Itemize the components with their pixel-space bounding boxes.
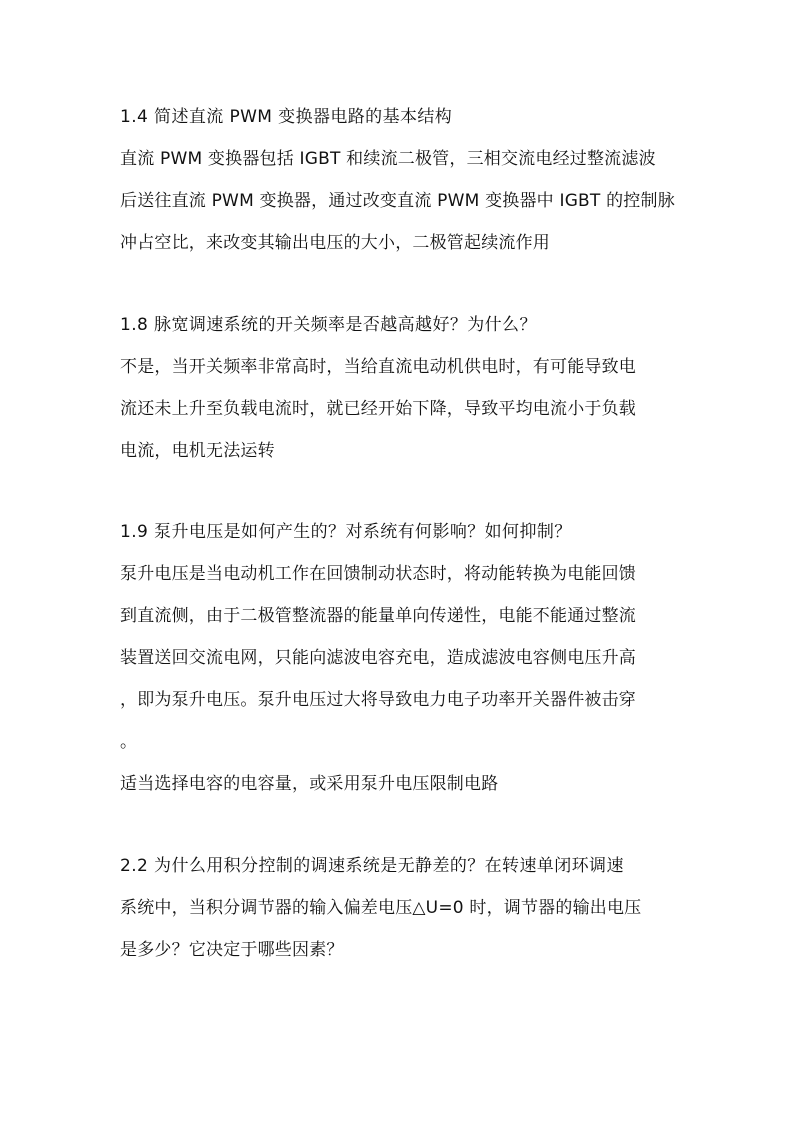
paragraph-line: 是多少？它决定于哪些因素？ [120,940,344,960]
section-heading-1-4: 1.4 简述直流 PWM 变换器电路的基本结构 [120,107,453,127]
paragraph-line: 到直流侧，由于二极管整流器的能量单向传递性，电能不能通过整流 [120,606,636,626]
paragraph-line: 直流 PWM 变换器包括 IGBT 和续流二极管，三相交流电经过整流滤波 [120,149,656,169]
paragraph-line: 。 [120,732,138,752]
paragraph-line: 系统中，当积分调节器的输入偏差电压△U=0 时，调节器的输出电压 [120,898,642,918]
section-heading-1-9: 1.9 泵升电压是如何产生的？对系统有何影响？如何抑制？ [120,522,572,542]
paragraph-line: 冲占空比，来改变其输出电压的大小，二极管起续流作用 [120,233,550,253]
paragraph-line: 后送往直流 PWM 变换器，通过改变直流 PWM 变换器中 IGBT 的控制脉 [120,191,675,211]
paragraph-line: 流还未上升至负载电流时，就已经开始下降，导致平均电流小于负载 [120,399,636,419]
paragraph-line: ，即为泵升电压。泵升电压过大将导致电力电子功率开关器件被击穿 [120,690,636,710]
paragraph-line: 电流，电机无法运转 [120,441,275,461]
paragraph-line: 不是，当开关频率非常高时，当给直流电动机供电时，有可能导致电 [120,357,636,377]
paragraph-line: 装置送回交流电网，只能向滤波电容充电，造成滤波电容侧电压升高 [120,648,636,668]
section-heading-1-8: 1.8 脉宽调速系统的开关频率是否越高越好？为什么？ [120,315,537,335]
section-heading-2-2: 2.2 为什么用积分控制的调速系统是无静差的？在转速单闭环调速 [120,856,624,876]
paragraph-line: 适当选择电容的电容量，或采用泵升电压限制电路 [120,774,499,794]
paragraph-line: 泵升电压是当电动机工作在回馈制动状态时，将动能转换为电能回馈 [120,564,636,584]
